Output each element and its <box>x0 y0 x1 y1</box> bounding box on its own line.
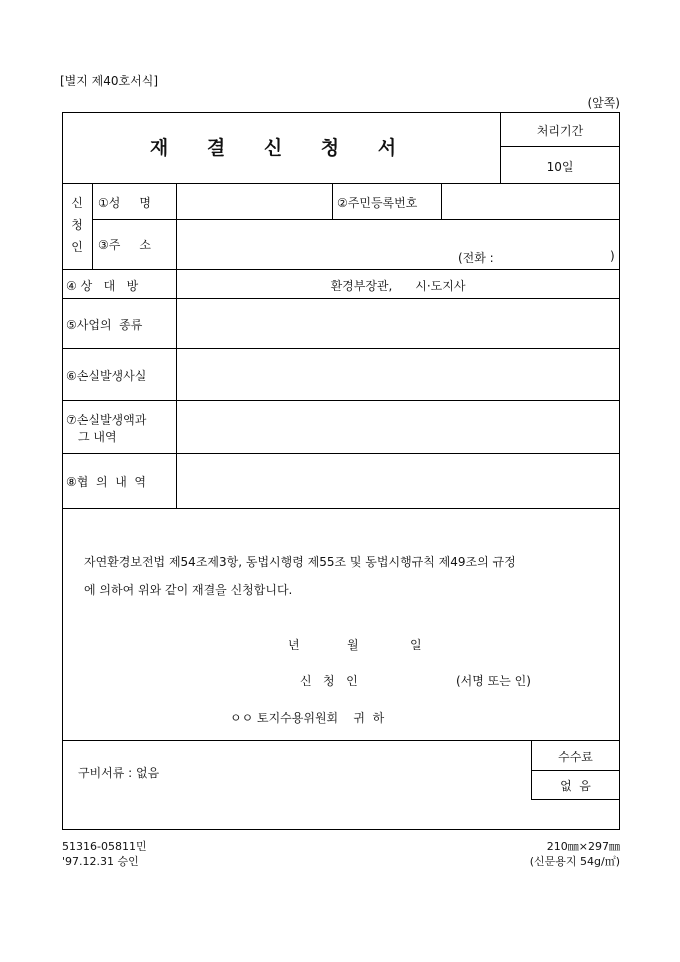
business-type-label: ⑤사업의 종류 <box>66 318 143 332</box>
form-title: 재 결 신 청 서 <box>149 137 413 159</box>
statement-line: 자연환경보전법 제54조제3항, 동법시행령 제55조 및 동법시행규칙 제49조의 규정 <box>84 555 516 569</box>
processing-period-label: 처리기간 <box>536 124 584 138</box>
loss-amount-label: 그 내역 <box>78 430 117 444</box>
phone-label: (전화 : <box>458 251 494 265</box>
address-label: ③주 소 <box>98 238 152 252</box>
divider <box>441 183 442 219</box>
divider <box>500 146 620 147</box>
divider <box>531 799 620 800</box>
divider <box>62 298 620 299</box>
divider <box>62 400 620 401</box>
divider <box>176 183 177 508</box>
processing-period-value: 10일 <box>546 160 574 174</box>
applicant-group-label: 신 <box>71 196 83 210</box>
phone-close: ) <box>610 249 615 263</box>
applicant-group-label: 인 <box>71 240 83 254</box>
statement-line: 에 의하여 위와 같이 재결을 신청합니다. <box>84 583 293 597</box>
divider <box>176 219 620 220</box>
paper-size: 210㎜×297㎜ <box>546 840 620 853</box>
divider <box>92 183 93 269</box>
consultation-label: ⑧협 의 내 역 <box>66 475 147 489</box>
divider <box>62 508 620 509</box>
divider <box>92 219 176 220</box>
divider <box>332 183 333 219</box>
divider <box>531 770 620 771</box>
applicant-signature-label: 신 청 인 <box>300 674 358 688</box>
divider <box>62 183 620 184</box>
name-label: ①성 명 <box>98 196 152 210</box>
fee-label: 수수료 <box>558 750 593 764</box>
date-year: 년 <box>288 638 300 652</box>
date-month: 월 <box>347 638 359 652</box>
signature-note: (서명 또는 인) <box>456 674 531 688</box>
form-number-label: [별지 제40호서식] <box>60 74 158 88</box>
approval-date: '97.12.31 승인 <box>62 855 139 868</box>
applicant-group-label: 청 <box>71 218 83 232</box>
fee-value: 없 음 <box>560 779 591 793</box>
form-code: 51316-05811민 <box>62 840 147 853</box>
counterpart-value: 환경부장관, 시·도지사 <box>330 279 466 293</box>
front-side-label: (앞쪽) <box>587 96 620 110</box>
paper-type: (신문용지 54g/㎡) <box>529 855 620 868</box>
resident-number-label: ②주민등록번호 <box>337 196 418 210</box>
loss-fact-label: ⑥손실발생사실 <box>66 369 147 383</box>
addressee: ㅇㅇ 토지수용위원회 귀 하 <box>230 711 385 725</box>
divider <box>62 269 620 270</box>
loss-amount-label: ⑦손실발생액과 <box>66 413 147 427</box>
divider <box>62 740 620 741</box>
divider <box>62 348 620 349</box>
date-day: 일 <box>410 638 422 652</box>
divider <box>62 453 620 454</box>
counterpart-label: ④ 상 대 방 <box>66 279 139 293</box>
required-documents: 구비서류 : 없음 <box>78 766 160 780</box>
